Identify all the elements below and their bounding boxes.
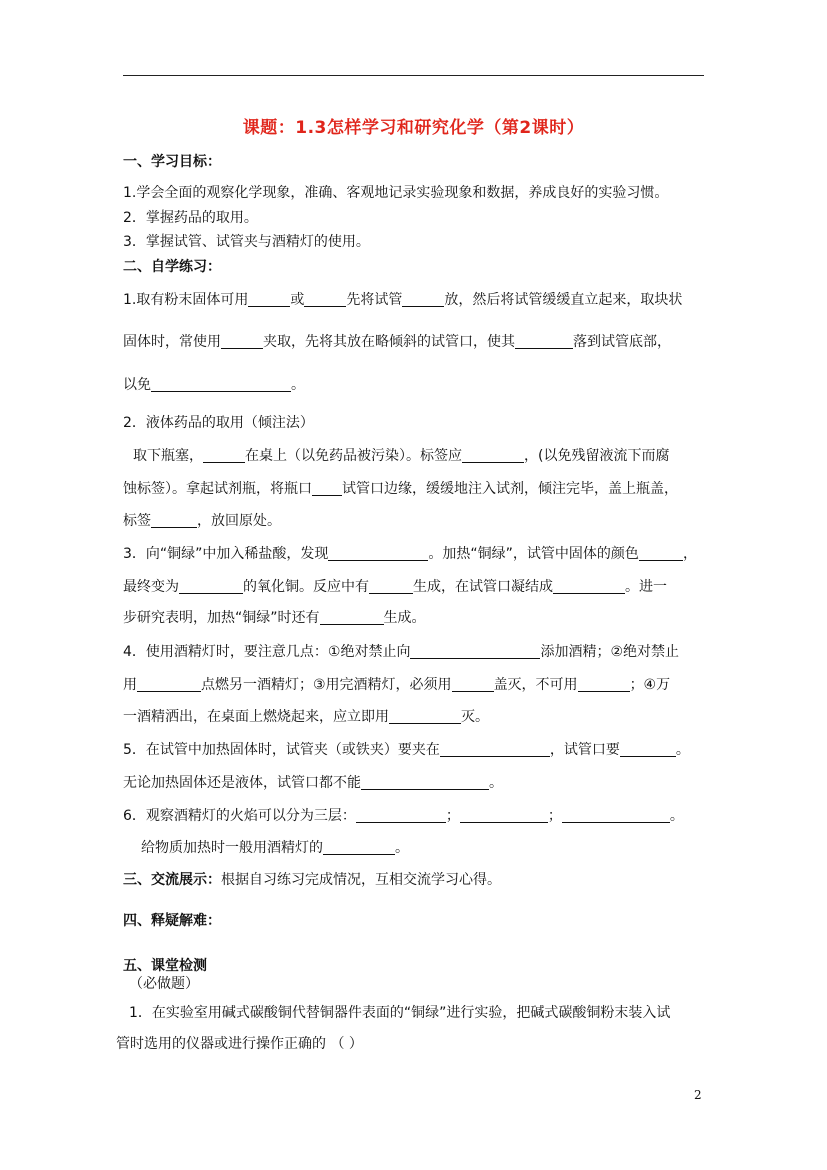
answer-blank[interactable] bbox=[578, 677, 630, 692]
answer-blank[interactable] bbox=[221, 334, 263, 349]
question-2-line-3 bbox=[123, 512, 281, 530]
section-5-heading: 五、课堂检测 bbox=[123, 958, 207, 974]
goal-item-3: 3．掌握试管、试管夹与酒精灯的使用。 bbox=[123, 234, 370, 250]
section-2-heading: 二、自学练习： bbox=[123, 259, 221, 275]
q5-text-e: 。 bbox=[489, 775, 503, 791]
answer-blank[interactable] bbox=[323, 840, 395, 855]
q4-text-f: ；④万 bbox=[629, 677, 671, 693]
answer-blank[interactable] bbox=[553, 579, 625, 594]
q4-text-a: 4．使用酒精灯时，要注意几点：①绝对禁止向 bbox=[123, 644, 411, 660]
q5-text-c: 。 bbox=[675, 742, 690, 758]
page-number: 2 bbox=[694, 1088, 702, 1102]
section-1-heading: 一、学习目标： bbox=[123, 154, 221, 170]
answer-blank[interactable] bbox=[402, 292, 444, 307]
q2-text-f: 标签 bbox=[123, 513, 151, 529]
q4-text-g: 一酒精洒出，在桌面上燃烧起来，应立即用 bbox=[123, 709, 389, 725]
answer-blank[interactable] bbox=[304, 292, 346, 307]
q1-text-b: 或 bbox=[290, 292, 305, 308]
answer-blank[interactable] bbox=[356, 808, 446, 823]
q5-text-b: ，试管口要 bbox=[549, 742, 620, 758]
q5-text-d: 无论加热固体还是液体，试管口都不能 bbox=[123, 775, 361, 791]
answer-blank[interactable] bbox=[639, 546, 683, 561]
question-2-line-2 bbox=[123, 480, 678, 498]
q4-text-b: 添加酒精；②绝对禁止 bbox=[540, 644, 680, 660]
q1-text-e: 固体时，常使用 bbox=[123, 334, 221, 350]
answer-blank[interactable] bbox=[369, 579, 413, 594]
header-rule bbox=[123, 75, 704, 76]
q2-text-e: 试管口边缘，缓缓地注入试剂，倾注完毕，盖上瓶盖， bbox=[342, 481, 678, 497]
q4-text-e: 盖灭，不可用 bbox=[493, 677, 578, 693]
answer-blank[interactable] bbox=[620, 742, 676, 757]
answer-blank[interactable] bbox=[320, 610, 384, 625]
question-4-line-3 bbox=[123, 708, 489, 726]
page-title: 课题：1.3怎样学习和研究化学（第2课时） bbox=[242, 118, 585, 138]
q3-text-c: ， bbox=[682, 546, 697, 562]
question-3-line-3 bbox=[123, 609, 426, 627]
question-3-line-1 bbox=[123, 545, 697, 563]
q6-text-f: 。 bbox=[395, 840, 409, 856]
q2-text-b: 在桌上（以免药品被污染）。标签应 bbox=[245, 448, 462, 464]
answer-blank[interactable] bbox=[440, 742, 550, 757]
section-3-text: 根据自习练习完成情况，互相交流学习心得。 bbox=[221, 872, 501, 888]
answer-blank[interactable] bbox=[203, 448, 245, 463]
q2-text-a: 取下瓶塞， bbox=[133, 448, 203, 464]
goal-item-2: 2．掌握药品的取用。 bbox=[123, 210, 258, 226]
q6-text-d: 。 bbox=[669, 808, 684, 824]
q1-text-i: 。 bbox=[291, 377, 305, 393]
q3-text-b: 。加热“铜绿”，试管中固体的颜色 bbox=[428, 546, 639, 562]
q6-text-a: 6．观察酒精灯的火焰可以分为三层： bbox=[123, 808, 356, 824]
section-4-heading: 四、释疑解难： bbox=[123, 913, 221, 929]
q6-text-c: ； bbox=[547, 808, 562, 824]
question-1-line-1 bbox=[123, 291, 682, 309]
q5-text-a: 5．在试管中加热固体时，试管夹（或铁夹）要夹在 bbox=[123, 742, 440, 758]
question-2-heading: 2．液体药品的取用（倾注法） bbox=[123, 415, 314, 431]
q1-text-d: 放，然后将试管缓缓直立起来，取块状 bbox=[444, 292, 683, 308]
answer-blank[interactable] bbox=[151, 377, 291, 392]
answer-blank[interactable] bbox=[452, 677, 494, 692]
check-question-1-line-2: 管时选用的仪器或进行操作正确的 （ ） bbox=[116, 1036, 363, 1052]
q3-text-i: 生成。 bbox=[383, 610, 426, 626]
q3-text-f: 生成，在试管口凝结成 bbox=[413, 579, 553, 595]
question-5-line-1 bbox=[123, 741, 690, 759]
q3-text-g: 。进一 bbox=[625, 579, 667, 595]
question-6-line-2 bbox=[141, 839, 409, 857]
answer-blank[interactable] bbox=[515, 334, 573, 349]
q6-text-e: 给物质加热时一般用酒精灯的 bbox=[141, 840, 323, 856]
section-3-heading: 三、交流展示： bbox=[123, 872, 221, 888]
answer-blank[interactable] bbox=[328, 546, 428, 561]
section-3 bbox=[123, 871, 501, 889]
question-1-line-2 bbox=[123, 333, 671, 351]
answer-blank[interactable] bbox=[462, 448, 524, 463]
q3-text-d: 最终变为 bbox=[123, 579, 179, 595]
question-5-line-2 bbox=[123, 774, 503, 792]
answer-blank[interactable] bbox=[179, 579, 243, 594]
question-4-line-2 bbox=[123, 676, 670, 694]
question-2-line-1 bbox=[133, 447, 669, 465]
answer-blank[interactable] bbox=[562, 808, 670, 823]
answer-blank[interactable] bbox=[361, 775, 489, 790]
q2-text-g: ，放回原处。 bbox=[197, 513, 281, 529]
answer-blank[interactable] bbox=[460, 808, 548, 823]
goal-item-1: 1.学会全面的观察化学现象，准确、客观地记录实验现象和数据，养成良好的实验习惯。 bbox=[123, 185, 669, 201]
q1-text-f: 夹取，先将其放在略倾斜的试管口，使其 bbox=[263, 334, 515, 350]
q3-text-e: 的氧化铜。反应中有 bbox=[243, 579, 369, 595]
answer-blank[interactable] bbox=[410, 644, 540, 659]
question-3-line-2 bbox=[123, 578, 667, 596]
q1-text-c: 先将试管 bbox=[346, 292, 403, 308]
answer-blank[interactable] bbox=[389, 709, 461, 724]
q6-text-b: ； bbox=[445, 808, 460, 824]
answer-blank[interactable] bbox=[248, 292, 290, 307]
question-1-line-3 bbox=[123, 376, 305, 394]
q4-text-c: 用 bbox=[123, 677, 137, 693]
q1-text-g: 落到试管底部， bbox=[573, 334, 671, 350]
check-question-1-line-1: 1．在实验室用碱式碳酸铜代替铜器件表面的“铜绿”进行实验，把碱式碳酸铜粉末装入试 bbox=[129, 1005, 671, 1021]
section-5-subheading: （必做题） bbox=[129, 976, 199, 992]
answer-blank[interactable] bbox=[137, 677, 201, 692]
q4-text-d: 点燃另一酒精灯；③用完酒精灯，必须用 bbox=[201, 677, 452, 693]
q1-text-a: 1.取有粉末固体可用 bbox=[123, 292, 249, 308]
question-6-line-1 bbox=[123, 807, 684, 825]
q3-text-a: 3．向“铜绿”中加入稀盐酸，发现 bbox=[123, 546, 329, 562]
q2-text-d: 蚀标签）。拿起试剂瓶，将瓶口 bbox=[123, 481, 312, 497]
q4-text-h: 灭。 bbox=[461, 709, 489, 725]
q1-text-h: 以免 bbox=[123, 377, 151, 393]
q3-text-h: 步研究表明，加热“铜绿”时还有 bbox=[123, 610, 320, 626]
answer-blank[interactable] bbox=[151, 513, 197, 528]
q2-text-c: ，(以免残留液流下而腐 bbox=[524, 448, 670, 464]
answer-blank[interactable] bbox=[312, 481, 342, 496]
question-4-line-1 bbox=[123, 643, 679, 661]
